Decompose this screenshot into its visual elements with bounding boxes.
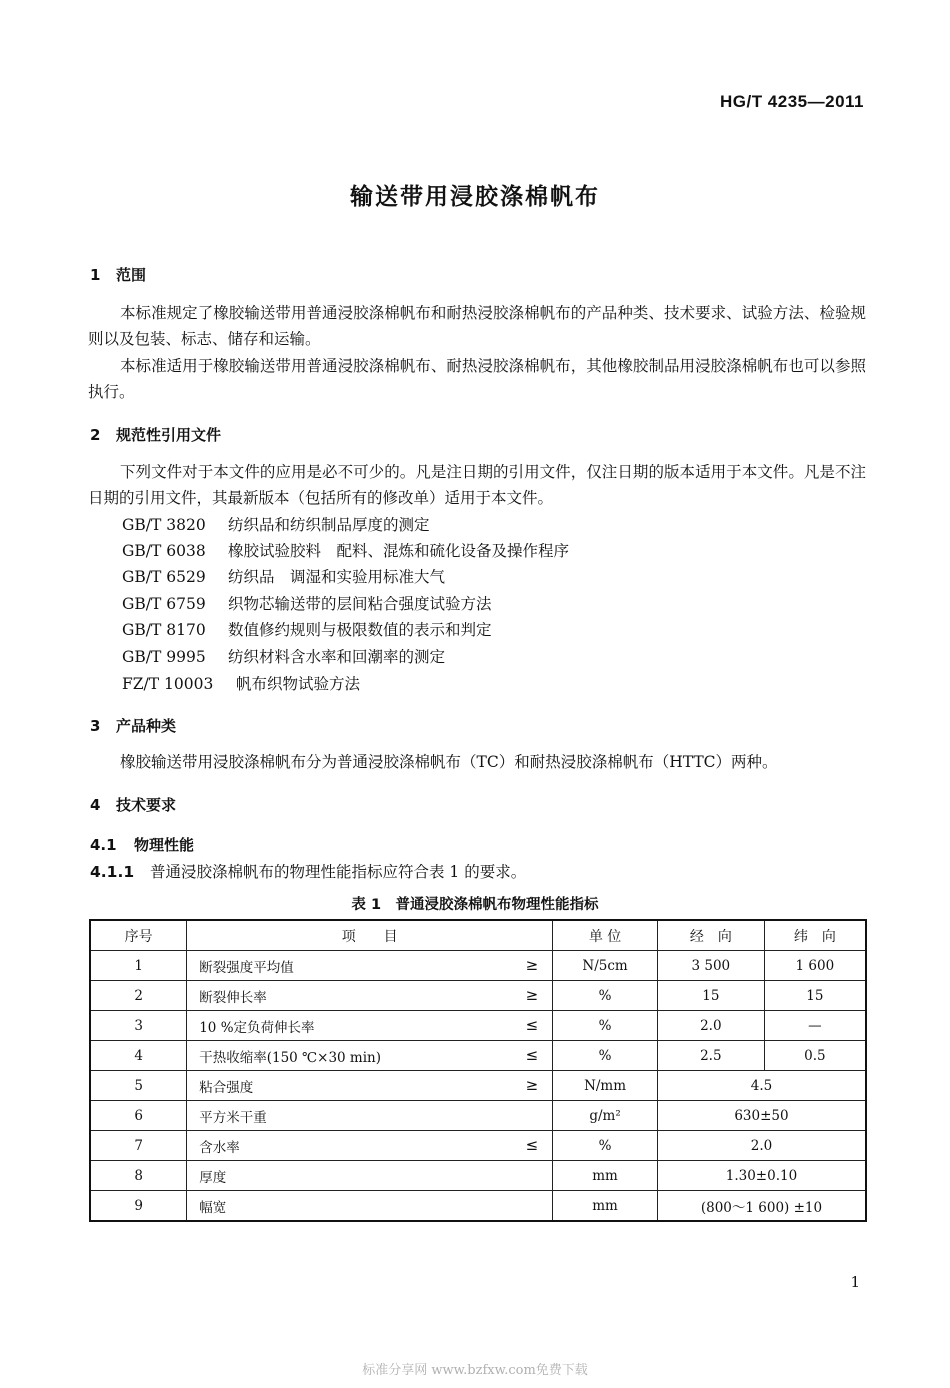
section-1-paragraph-1: 本标准规定了橡胶输送带用普通浸胶涤棉帆布和耐热浸胶涤棉帆布的产品种类、技术要求、试验方法、检验规则以及包装、标志、储存和运输。 bbox=[88, 304, 866, 348]
section-1-paragraph-2: 本标准适用于橡胶输送带用普通浸胶涤棉帆布、耐热浸胶涤棉帆布，其他橡胶制品用浸胶涤棉帆布也可以参照执行。 bbox=[88, 357, 866, 401]
clause-4-1-1 bbox=[90, 860, 526, 882]
header-no: 序号 bbox=[90, 920, 187, 951]
section-number: 4.1 bbox=[90, 836, 117, 854]
reference-item bbox=[122, 617, 492, 643]
row-unit: g/m² bbox=[553, 1101, 658, 1131]
reference-title: 纺织品 调湿和实验用标准大气 bbox=[228, 568, 446, 586]
section-4-heading bbox=[90, 794, 176, 815]
reference-code: GB/T 9995 bbox=[122, 648, 206, 666]
row-item bbox=[187, 1101, 553, 1131]
physical-properties-table bbox=[89, 919, 867, 1222]
row-unit: % bbox=[553, 1131, 658, 1161]
row-no: 1 bbox=[90, 951, 187, 981]
row-value: (800～1 600) ±10 bbox=[657, 1191, 866, 1222]
row-no: 9 bbox=[90, 1191, 187, 1222]
section-4-1-heading bbox=[90, 834, 194, 855]
document-title: 输送带用浸胶涤棉帆布 bbox=[350, 184, 600, 210]
row-item bbox=[187, 1041, 553, 1071]
table-row bbox=[90, 1041, 866, 1071]
section-number: 4 bbox=[90, 796, 101, 814]
row-value: 630±50 bbox=[657, 1101, 866, 1131]
table-row bbox=[90, 1101, 866, 1131]
standard-code: HG/T 4235—2011 bbox=[719, 92, 864, 111]
section-title: 产品种类 bbox=[116, 717, 177, 735]
reference-code: GB/T 6529 bbox=[122, 568, 206, 586]
reference-title: 纺织品和纺织制品厚度的测定 bbox=[228, 516, 430, 534]
reference-item bbox=[122, 512, 430, 538]
row-value: 4.5 bbox=[657, 1071, 866, 1101]
limit-symbol: ≥ bbox=[525, 985, 539, 1004]
row-item bbox=[187, 951, 553, 981]
row-item bbox=[187, 1161, 553, 1191]
section-title: 范围 bbox=[116, 266, 147, 284]
section-title: 规范性引用文件 bbox=[116, 426, 222, 444]
row-value: 1.30±0.10 bbox=[657, 1161, 866, 1191]
limit-symbol: ≥ bbox=[525, 955, 539, 974]
row-no: 6 bbox=[90, 1101, 187, 1131]
limit-symbol: ≤ bbox=[525, 1135, 539, 1154]
row-unit: mm bbox=[553, 1161, 658, 1191]
reference-title: 织物芯输送带的层间粘合强度试验方法 bbox=[228, 595, 492, 613]
row-warp: 15 bbox=[657, 981, 764, 1011]
item-label: 断裂强度平均值 bbox=[199, 959, 294, 976]
watermark: 标准分享网 www.bzfxw.com免费下载 bbox=[362, 1363, 588, 1378]
item-label: 粘合强度 bbox=[199, 1079, 254, 1096]
reference-title: 橡胶试验胶料 配料、混炼和硫化设备及操作程序 bbox=[228, 542, 570, 560]
section-1-heading bbox=[90, 264, 146, 285]
table-row bbox=[90, 1131, 866, 1161]
item-label: 断裂伸长率 bbox=[199, 989, 267, 1006]
row-no: 8 bbox=[90, 1161, 187, 1191]
row-warp: 2.5 bbox=[657, 1041, 764, 1071]
row-unit: N/mm bbox=[553, 1071, 658, 1101]
row-no: 3 bbox=[90, 1011, 187, 1041]
table-header-row bbox=[90, 920, 866, 951]
row-weft: 15 bbox=[764, 981, 866, 1011]
reference-title: 数值修约规则与极限数值的表示和判定 bbox=[228, 621, 492, 639]
row-no: 4 bbox=[90, 1041, 187, 1071]
limit-symbol: ≤ bbox=[525, 1015, 539, 1034]
table-row bbox=[90, 951, 866, 981]
section-2-heading bbox=[90, 424, 221, 445]
row-unit: % bbox=[553, 1011, 658, 1041]
section-title: 技术要求 bbox=[116, 796, 177, 814]
reference-code: GB/T 6038 bbox=[122, 542, 206, 560]
reference-item bbox=[122, 591, 492, 617]
table-row bbox=[90, 1161, 866, 1191]
table-row bbox=[90, 1191, 866, 1222]
reference-code: GB/T 6759 bbox=[122, 595, 206, 613]
reference-title: 纺织材料含水率和回潮率的测定 bbox=[228, 648, 446, 666]
header-item: 项 目 bbox=[187, 920, 553, 951]
section-number: 2 bbox=[90, 426, 101, 444]
reference-code: GB/T 3820 bbox=[122, 516, 206, 534]
row-unit: % bbox=[553, 1041, 658, 1071]
item-label: 厚度 bbox=[199, 1169, 227, 1186]
row-no: 5 bbox=[90, 1071, 187, 1101]
row-no: 7 bbox=[90, 1131, 187, 1161]
row-weft: 1 600 bbox=[764, 951, 866, 981]
reference-title: 帆布织物试验方法 bbox=[236, 675, 361, 693]
section-title: 物理性能 bbox=[134, 836, 195, 854]
row-item bbox=[187, 1011, 553, 1041]
item-label: 10 %定负荷伸长率 bbox=[199, 1019, 315, 1036]
row-value: 2.0 bbox=[657, 1131, 866, 1161]
section-3-heading bbox=[90, 715, 176, 736]
reference-item bbox=[122, 564, 445, 590]
item-label: 幅宽 bbox=[199, 1199, 227, 1216]
header-unit: 单 位 bbox=[553, 920, 658, 951]
reference-item bbox=[122, 644, 445, 670]
row-unit: % bbox=[553, 981, 658, 1011]
row-item bbox=[187, 981, 553, 1011]
clause-text: 普通浸胶涤棉帆布的物理性能指标应符合表 1 的要求。 bbox=[150, 863, 527, 881]
row-weft: — bbox=[764, 1011, 866, 1041]
row-item bbox=[187, 1071, 553, 1101]
table-row bbox=[90, 1071, 866, 1101]
reference-code: GB/T 8170 bbox=[122, 621, 206, 639]
limit-symbol: ≤ bbox=[525, 1045, 539, 1064]
section-number: 3 bbox=[90, 717, 101, 735]
reference-code: FZ/T 10003 bbox=[122, 675, 214, 693]
limit-symbol: ≥ bbox=[525, 1075, 539, 1094]
row-unit: N/5cm bbox=[553, 951, 658, 981]
section-2-paragraph-1: 下列文件对于本文件的应用是必不可少的。凡是注日期的引用文件，仅注日期的版本适用于本文件。凡是不注日期的引用文件，其最新版本（包括所有的修改单）适用于本文件。 bbox=[88, 463, 866, 507]
row-weft: 0.5 bbox=[764, 1041, 866, 1071]
row-warp: 3 500 bbox=[657, 951, 764, 981]
table-1-title: 表 1 普通浸胶涤棉帆布物理性能指标 bbox=[351, 897, 599, 913]
clause-number: 4.1.1 bbox=[90, 863, 135, 881]
table-row bbox=[90, 1011, 866, 1041]
item-label: 含水率 bbox=[199, 1139, 240, 1156]
header-weft: 纬 向 bbox=[764, 920, 866, 951]
row-item bbox=[187, 1191, 553, 1222]
item-label: 平方米干重 bbox=[199, 1109, 267, 1126]
table-row bbox=[90, 981, 866, 1011]
page-number: 1 bbox=[850, 1273, 860, 1291]
reference-item bbox=[122, 538, 569, 564]
section-3-paragraph-1: 橡胶输送带用浸胶涤棉帆布分为普通浸胶涤棉帆布（TC）和耐热浸胶涤棉帆布（HTTC）两种。 bbox=[120, 753, 778, 771]
section-number: 1 bbox=[90, 266, 101, 284]
item-label: 干热收缩率(150 ℃×30 min) bbox=[199, 1049, 382, 1066]
header-warp: 经 向 bbox=[657, 920, 764, 951]
row-no: 2 bbox=[90, 981, 187, 1011]
row-item bbox=[187, 1131, 553, 1161]
row-warp: 2.0 bbox=[657, 1011, 764, 1041]
row-unit: mm bbox=[553, 1191, 658, 1222]
reference-item bbox=[122, 671, 360, 697]
